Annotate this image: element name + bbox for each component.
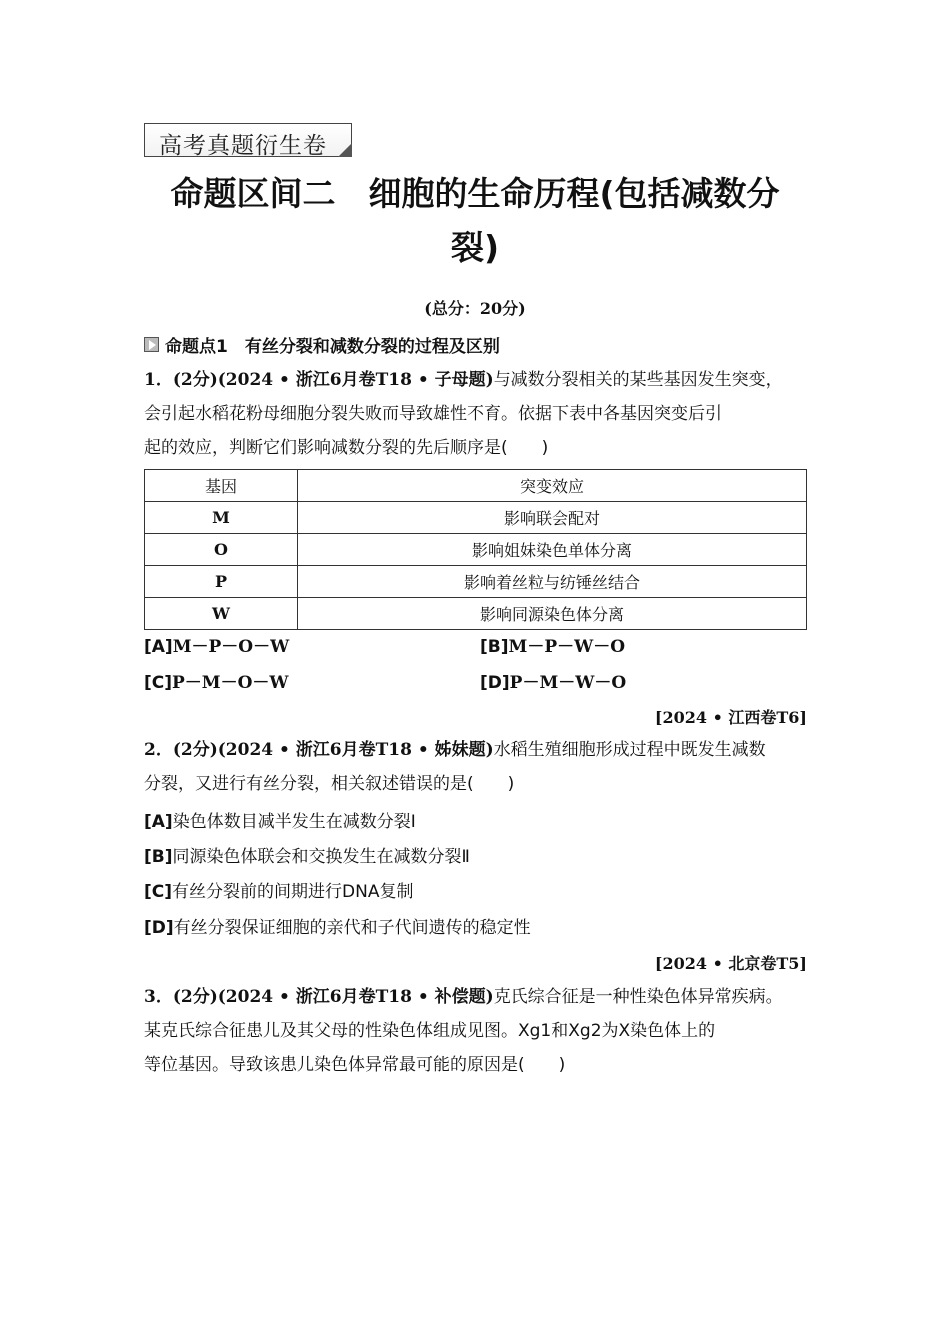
question-2-prefix: 2．(2分)(2024 • 浙江6月卷T18 • 姊妹题) <box>144 740 494 760</box>
table-header-effect: 突变效应 <box>298 470 807 502</box>
q2-option-b[interactable] <box>144 842 470 867</box>
banner-corner-decoration <box>338 143 352 157</box>
table-cell-effect: 影响着丝粒与纺锤丝结合 <box>298 566 807 598</box>
option-letter: [A] <box>144 637 173 657</box>
option-text: 染色体数目减半发生在减数分裂Ⅰ <box>172 812 416 832</box>
q1-option-d[interactable] <box>480 668 626 693</box>
table-cell-gene: W <box>145 598 298 630</box>
option-letter: [A] <box>144 812 173 832</box>
option-text: 同源染色体联会和交换发生在减数分裂Ⅱ <box>172 847 470 867</box>
play-icon <box>144 337 159 352</box>
question-2-line-2: 分裂，又进行有丝分裂，相关叙述错误的是( ) <box>144 774 515 794</box>
option-text: P－M－O－W <box>172 673 289 693</box>
table-cell-effect: 影响同源染色体分离 <box>298 598 807 630</box>
table-header-row <box>145 470 807 502</box>
question-2-line-1 <box>144 733 814 767</box>
q1-source: [2024 • 江西卷T6] <box>654 708 807 727</box>
option-letter: [C] <box>144 673 173 693</box>
q2-source: [2024 • 北京卷T5] <box>654 954 807 973</box>
title-line-2: 裂) <box>450 228 500 267</box>
question-1-line-3: 起的效应，判断它们影响减数分裂的先后顺序是( ) <box>144 438 549 458</box>
exam-banner <box>144 123 352 157</box>
section-heading <box>144 332 500 357</box>
table-row <box>145 534 807 566</box>
question-2-line-1-text: 水稻生殖细胞形成过程中既发生减数 <box>493 740 766 760</box>
option-text: P－M－W－O <box>509 673 627 693</box>
option-text: M－P－O－W <box>172 637 290 657</box>
q1-option-b[interactable] <box>480 632 625 657</box>
question-3-prefix: 3．(2分)(2024 • 浙江6月卷T18 • 补偿题) <box>144 987 494 1007</box>
table-row <box>145 598 807 630</box>
question-3-line-3: 等位基因。导致该患儿染色体异常最可能的原因是( ) <box>144 1055 566 1075</box>
question-3-line-2: 某克氏综合征患儿及其父母的性染色体组成见图。Xg1和Xg2为X染色体上的 <box>144 1021 716 1041</box>
option-letter: [B] <box>144 847 173 867</box>
total-score: (总分：20分) <box>424 299 526 318</box>
q1-option-a[interactable] <box>144 632 289 657</box>
table-header-gene: 基因 <box>145 470 298 502</box>
q1-option-c[interactable] <box>144 668 289 693</box>
option-letter: [D] <box>144 918 174 938</box>
option-text: 有丝分裂前的间期进行DNA复制 <box>172 882 414 902</box>
section-heading-text: 命题点1 有丝分裂和减数分裂的过程及区别 <box>165 337 500 357</box>
table-cell-gene: P <box>145 566 298 598</box>
question-2 <box>144 733 814 801</box>
option-text: M－P－W－O <box>508 637 626 657</box>
q2-option-a[interactable] <box>144 807 416 832</box>
question-3-line-1-text: 克氏综合征是一种性染色体异常疾病。 <box>493 987 783 1007</box>
question-1-prefix: 1．(2分)(2024 • 浙江6月卷T18 • 子母题) <box>144 370 494 390</box>
page-title <box>100 167 850 275</box>
question-1-line-1-text: 与减数分裂相关的某些基因发生突变， <box>493 370 783 390</box>
question-3-line-1 <box>144 980 814 1014</box>
q2-option-d[interactable] <box>144 913 531 938</box>
banner-text: 高考真题衍生卷 <box>159 133 327 159</box>
table-row <box>145 566 807 598</box>
gene-mutation-table <box>144 469 807 630</box>
title-line-1: 命题区间二 细胞的生命历程(包括减数分 <box>170 174 780 213</box>
table-row <box>145 502 807 534</box>
table-cell-gene: M <box>145 502 298 534</box>
question-1-line-2: 会引起水稻花粉母细胞分裂失败而导致雄性不育。依据下表中各基因突变后引 <box>144 404 722 424</box>
table-cell-effect: 影响联会配对 <box>298 502 807 534</box>
question-1-line-1 <box>144 363 814 397</box>
option-text: 有丝分裂保证细胞的亲代和子代间遗传的稳定性 <box>173 918 531 938</box>
table-cell-effect: 影响姐妹染色单体分离 <box>298 534 807 566</box>
table-cell-gene: O <box>145 534 298 566</box>
question-1 <box>144 363 814 465</box>
question-3 <box>144 980 814 1082</box>
q2-option-c[interactable] <box>144 877 413 902</box>
option-letter: [D] <box>480 673 510 693</box>
option-letter: [B] <box>480 637 509 657</box>
option-letter: [C] <box>144 882 173 902</box>
